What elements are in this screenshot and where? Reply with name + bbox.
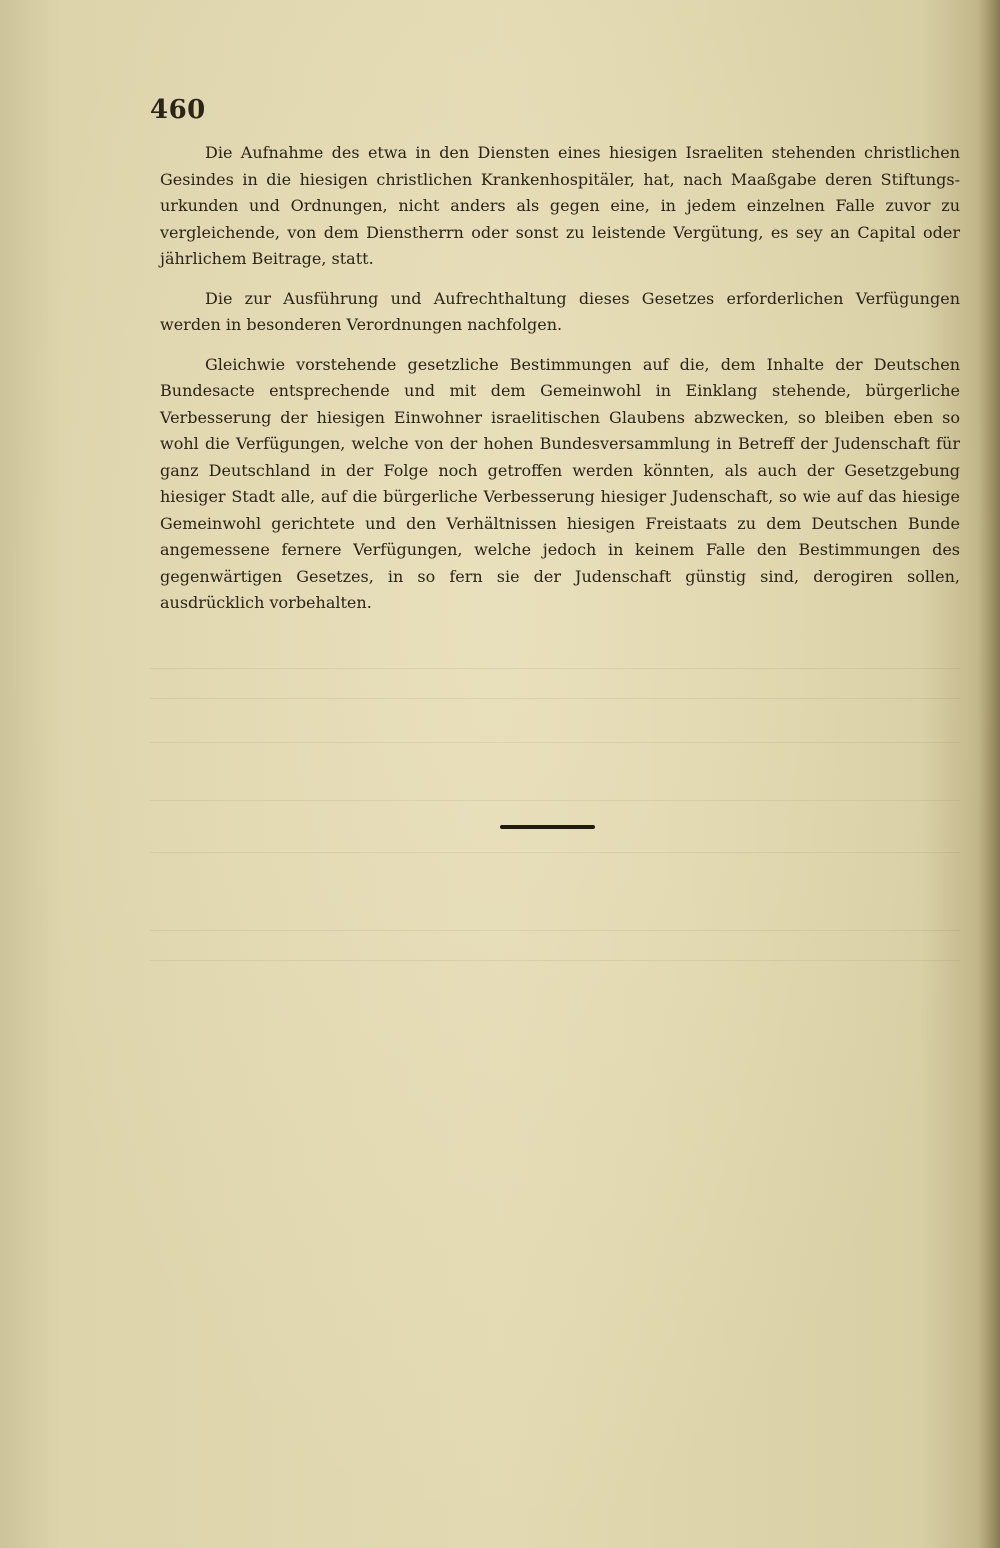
page-edge-shadow bbox=[978, 0, 1000, 1548]
bleed-through-line bbox=[150, 930, 960, 931]
bleed-through-line bbox=[150, 742, 960, 743]
bleed-through-line bbox=[150, 960, 960, 961]
body-text bbox=[160, 140, 960, 630]
bleed-through-line bbox=[150, 800, 960, 801]
bleed-through-line bbox=[150, 698, 960, 699]
bleed-through-line bbox=[150, 852, 960, 853]
paragraph: Die zur Ausführung und Aufrechthaltung dieses Gesetzes erforderlichen Verfügungen werden in besonderen Verordnungen nachfolgen. bbox=[160, 288, 960, 334]
paragraph: Die Aufnahme des etwa in den Diensten eines hiesigen Israeliten stehenden christlichen Gesindes in die hiesigen christlichen Krankenhospitäler, hat, nach Maaßgabe deren Stiftungs-urkunden und Ordnungen, nicht anders als gegen eine, in jedem einzelnen Falle zuvor zu vergleichende, von dem Dienstherrn oder sonst zu leistende Vergütung, es sey an Capital oder jährlichem Beitrage, statt. bbox=[160, 143, 960, 268]
paragraph: Gleichwie vorstehende gesetzliche Bestimmungen auf die, dem Inhalte der Deutschen Bundesacte entsprechende und mit dem Gemeinwohl in Einklang stehende, bürgerliche Verbesserung der hiesigen Einwohner israelitischen Glaubens abzwecken, so bleiben eben so wohl die Verfügungen, welche von der hohen Bundesversammlung in Betreff der Judenschaft für ganz Deutschland in der Folge noch getroffen werden könnten, als auch der Gesetzgebung hiesiger Stadt alle, auf die bürgerliche Verbesserung hiesiger Judenschaft, so wie auf das hiesige Gemeinwohl gerichtete und den Verhältnissen hiesigen Freistaats zu dem Deutschen Bunde angemessene fernere Verfügungen, welche jedoch in keinem Falle den Bestimmungen des gegenwärtigen Gesetzes, in so fern sie der Judenschaft günstig sind, derogiren sollen, ausdrücklich vorbehalten. bbox=[160, 354, 960, 612]
section-end-rule bbox=[500, 825, 595, 829]
page-number: 460 bbox=[150, 95, 206, 125]
bleed-through-line bbox=[150, 668, 960, 669]
